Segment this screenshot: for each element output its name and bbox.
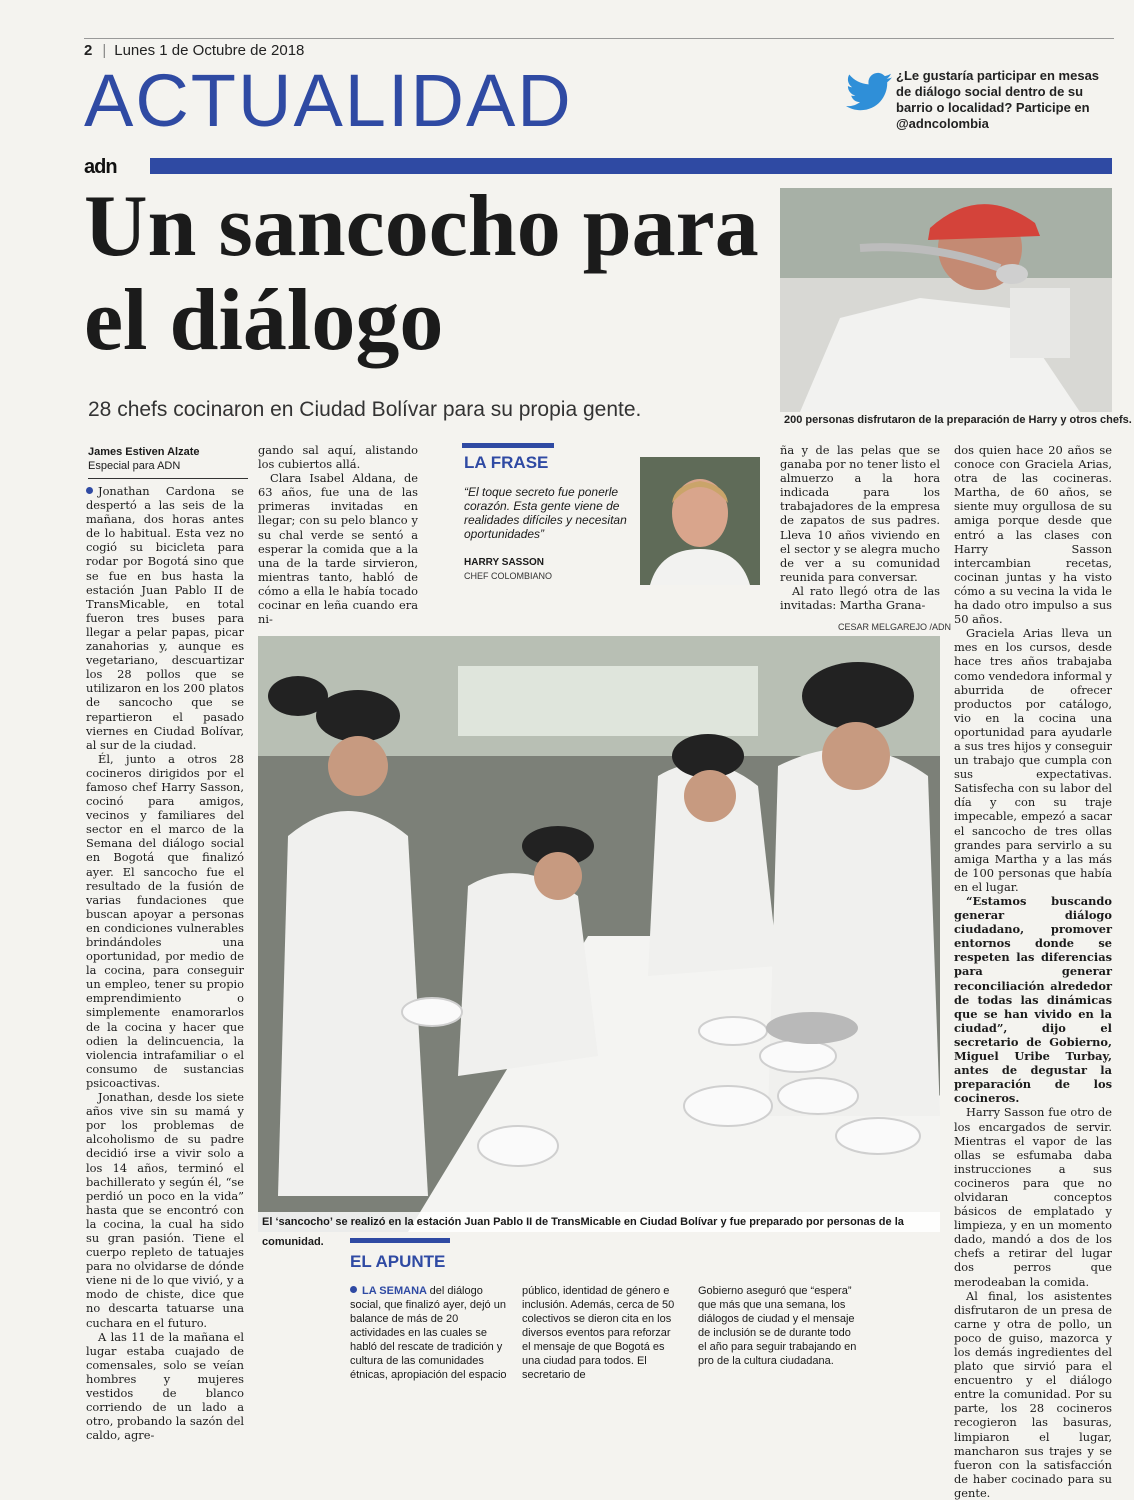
paragraph: ña y de las pelas que se ganaba por no tener listo el almuerzo a la hora indicada para los trabajadores de la empresa de zapatos de sus padres. Lleva 10 años viviendo en el sector y se alegra mucho de ver a su comunidad reunida para conversar. — [780, 443, 940, 584]
harry-sasson-portrait — [640, 457, 760, 585]
paragraph: dos quien hace 20 años se conoce con Graciela Arias, otra de las cocineras. Martha, de 60 años, se siente muy orgullosa de su amiga porque desde que entró a las clases con Harry Sasson intercambian recetas, cocinan juntas y ha visto cómo a su vecina la vida le ha dado otro impulso a sus 50 años. — [954, 443, 1112, 627]
note-lead: LA SEMANA — [362, 1285, 427, 1297]
paragraph: Al final, los asistentes disfrutaron de un presa de carne y otra de pollo, un poco de guiso, mazorca y los demás ingredientes del plato que sirvió para el encuentro y el diálogo entre la comunidad. Por su parte, los 28 cocineros recogieron las basuras, limpiaron el lugar, mancharon sus trajes y se fueron con la satisfacción de haber cocinado para su gente. — [954, 1288, 1112, 1500]
note-column-2: público, identidad de género e inclusión. Además, cerca de 50 colectivos se dieron cita en los diversos eventos para reforzar el mensaje de que Bogotá es una ciudad para todos. El secretario de — [522, 1285, 675, 1381]
subheadline: 28 chefs cocinaron en Ciudad Bolívar para su propia gente. — [88, 398, 642, 421]
main-photo-cooks-serving — [258, 636, 940, 1232]
twitter-bird-icon — [846, 72, 892, 112]
chef-photo-caption: 200 personas disfrutaron de la preparación de Harry y otros chefs. — [784, 414, 1132, 426]
quote-rule — [462, 443, 554, 448]
headline: Un sancocho para el diálogo — [84, 178, 759, 369]
adn-logo: adn — [84, 156, 117, 178]
paragraph-quote: “Estamos buscando generar diálogo ciudadano, promover entornos donde se respeten las diferencias para generar reconciliación alrededor de todas las dinámicas que se han vivido en la ciudad”, dijo el secretario de Gobierno, Miguel Uribe Turbay, antes de degustar la preparación de los cocineros. — [954, 894, 1112, 1106]
paragraph: Clara Isabel Aldana, de 63 años, fue una de las primeras invitadas en llegar; con su pelo blanco y su chal verde se sentó a esperar la comida que a la una de la tarde sirvieron, mientras tanto, habló de cómo a ella le había tocado cocinar en leña cuando era ni- — [258, 471, 418, 627]
quote-author-role: CHEF COLOMBIANO — [464, 571, 553, 581]
paragraph: gando sal aquí, alistando los cubiertos allá. — [258, 443, 418, 472]
section-bar — [150, 158, 1112, 174]
quote-box — [462, 443, 762, 589]
note-column-1: LA SEMANA del diálogo social, que finalizó ayer, dejó un balance de más de 20 actividades en las cuales se habló del rescate de tradición y cultura de las comunidades étnicas, apropiación del espacio — [350, 1285, 507, 1381]
quote-text: “El toque secreto fue ponerle corazón. Esta gente viene de realidades difíciles y necesitan oportunidades” — [464, 485, 627, 541]
author-role: Especial para ADN — [88, 460, 181, 472]
note-title: EL APUNTE — [350, 1252, 446, 1271]
paragraph: A las 11 de la mañana el lugar estaba cuajado de comensales, solo se veían hombres y mujeres vestidos de blanco corriendo de un lado a otro, probando la sazón del caldo, agre- — [86, 1329, 244, 1443]
twitter-callout: ¿Le gustaría participar en mesas de diálogo social dentro de su barrio o localidad? Participe en @adncolombia — [896, 68, 1100, 131]
bullet-dot-icon — [86, 487, 93, 494]
author-name: James Estiven Alzate — [88, 446, 200, 458]
folio: 2 | Lunes 1 de Octubre de 2018 — [84, 42, 305, 59]
paragraph: Él, junto a otros 28 cocineros dirigidos por el famoso chef Harry Sasson, cocinó para amigos, vecinos y familiares del sector en el marco de la Semana del diálogo social en Bogotá que finalizó ayer. El sancocho fue el resultado de la fusión de varias fundaciones que buscan apoyar a personas en condiciones vulnerables brindándoles una oportunidad, por medio de la cocina, para conseguir un empleo, tener su propio emprendimiento o simplemente enamorarlos de la cocina y hacer que odien la delincuencia, la violencia intrafamiliar o el consumo de sustancias psicoactivas. — [86, 751, 244, 1090]
byline-rule — [88, 478, 248, 479]
article-column-2 — [258, 443, 418, 626]
note-column-3: Gobierno aseguró que “espera” que más que una semana, los diálogos de ciudad y el mensaje de inclusión se de durante todo el año para seguir trabajando en pro de la cultura ciudadana. — [698, 1285, 857, 1367]
main-photo-caption: El ‘sancocho’ se realizó en la estación Juan Pablo II de TransMicable en Ciudad Bolívar y fue preparado por personas de la comunidad. — [258, 1212, 940, 1232]
note-rule — [350, 1238, 450, 1243]
section-title: ACTUALIDAD — [84, 59, 573, 142]
paragraph: Harry Sasson fue otro de los encargados de servir. Mientras el vapor de las ollas se esfumaba daba instrucciones a sus cocineros para que no olvidaran conceptos básicos de emplatado y limpieza, y en un momento dado, mandó a dos de los chefs a retirar del lugar dos perros que merodeaban la comida. — [954, 1105, 1112, 1289]
issue-date: Lunes 1 de Octubre de 2018 — [114, 42, 305, 59]
page-number: 2 — [84, 42, 93, 59]
chef-tasting-photo — [780, 188, 1112, 412]
bullet-dot-icon — [350, 1286, 357, 1293]
article-column-4 — [954, 443, 1112, 1500]
top-rule — [84, 38, 1114, 39]
article-column-1: Jonathan Cardona se despertó a las seis de la mañana, dos horas antes de lo habitual. Esta vez no cogió su bicicleta para rodar por Bogotá sino que se fue en bus hasta la estación Juan Pablo II de TransMicable, en total fueron tres buses para llegar a pelar papas, picar zanahorias y, aunque es vegetariano, descuartizar los 28 pollos que se utilizaron en los 200 platos de sancocho que se repartieron el pasado viernes en Ciudad Bolívar, al sur de la ciudad. Él, junto a otros 28 cocineros dirigidos por el famoso chef Harry Sasson, cocinó para amigos, vecinos y familiares del sector en el marco de la Semana del diálogo social en Bogotá que finalizó ayer. El sancocho fue el resultado de la fusión de varias fundaciones que buscan apoyar a personas en condiciones vulnerables brindándoles una oportunidad, por medio de la cocina, para conseguir un empleo, tener su propio emprendimiento o simplemente enamorarlos de la cocina y hacer que odien la delincuencia, la violencia intrafamiliar o el consumo de sustancias psicoactivas. Jonathan, desde los siete años vive sin su mamá y por los problemas de alcoholismo de su padre decidió irse a vivir solo a los 14 años, terminó el bachillerato y según él, “se perdió un poco en la vida” hasta que se encontró con la cocina, la cual ha sido su gran pasión. Tiene el cuerpo repleto de tatuajes para no olvidarse de dónde viene ni de lo que vivió, y a modo de chiste, dice que no descarta tatuarse una cuchara en el futuro. A las 11 de la mañana el lugar estaba cuajado de comensales, solo se veían hombres y mujeres vestidos de blanco corriendo de un lado a otro, probando la sazón del caldo, agre- — [86, 484, 244, 1443]
paragraph: Al rato llegó otra de las invitadas: Martha Grana- — [780, 583, 940, 613]
photo-credit: CESAR MELGAREJO /ADN — [838, 622, 952, 632]
paragraph: Jonathan, desde los siete años vive sin su mamá y por los problemas de alcoholismo de su padre decidió irse a vivir solo a los 14 años, terminó el bachillerato y según él, “se perdió un poco en la vida” hasta que se encontró con la cocina, la cual ha sido su gran pasión. Tiene el cuerpo repleto de tatuajes para no olvidarse de dónde viene ni de lo que vivió, y a modo de chiste, dice que no descarta tatuarse una cuchara en el futuro. — [86, 1090, 244, 1330]
quote-title: LA FRASE — [464, 453, 549, 472]
article-column-3 — [780, 443, 940, 612]
byline — [88, 445, 199, 473]
paragraph: Graciela Arias lleva un mes en los cursos, desde hace tres años trabajaba como vendedora informal y aburrida de ofrecer productos por catálogo, vio en la cocina una oportunidad para ayudarle a sus tres hijos y conseguir un trabajo que cumpla con sus expectativas. Satisfecha con su labor del día y con su traje impecable, empezó a sacar el sancocho de tres ollas grandes para servirlo a su amiga Martha y a las más de 100 personas que había en el lugar. — [954, 626, 1112, 894]
quote-author: HARRY SASSON — [464, 557, 545, 568]
